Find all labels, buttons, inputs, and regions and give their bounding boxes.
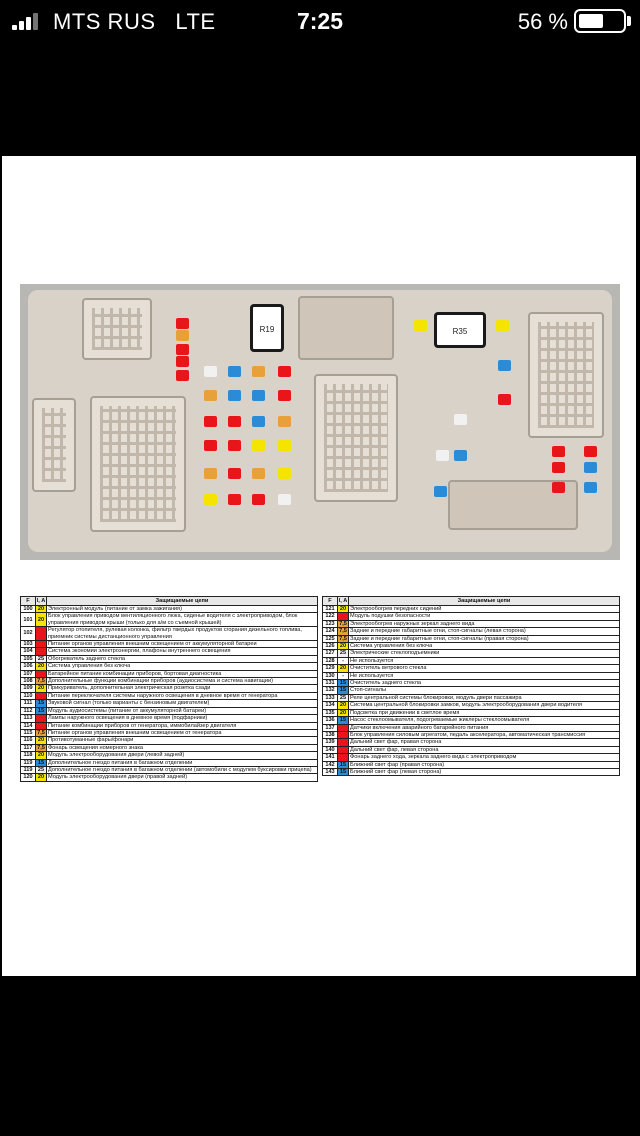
fuse-amperage: -: [338, 657, 349, 664]
fuse-amperage: 7,5: [37, 729, 45, 736]
column-header-number: F: [21, 597, 36, 606]
fuse: [584, 482, 597, 493]
fuse-number: 129: [323, 665, 338, 672]
connector-block: [90, 396, 186, 532]
table-row: [323, 731, 620, 738]
table-row: [323, 650, 620, 657]
fuse: [278, 468, 291, 479]
fuse-number: 136: [323, 717, 338, 724]
table-row: [323, 746, 620, 753]
fuse-number: 101: [21, 613, 36, 627]
fuse-description: Дальний свет фар, левая сторона: [349, 746, 620, 753]
table-row: [21, 729, 318, 736]
table-row: [323, 702, 620, 709]
fuse-description: Питание переключателя системы наружного освещения в дневное время от генератора: [47, 692, 318, 699]
column-header-amperage: I, A: [36, 597, 46, 604]
fuse-amperage: [36, 670, 47, 677]
fuse-description: Прикуриватель, дополнительная электрическая розетка сзади: [47, 685, 318, 692]
fuse-description: Дополнительное гнездо питания в багажном отделении: [47, 759, 318, 766]
fuse-amperage: 20: [338, 665, 349, 672]
fuse-number: 126: [323, 643, 338, 650]
fuse: [228, 390, 241, 401]
connector-block: [528, 312, 604, 438]
table-row: [21, 685, 318, 692]
fuse: [498, 394, 511, 405]
fuse-number: 133: [323, 694, 338, 701]
fuse-number: 139: [323, 739, 338, 746]
fuse: [176, 318, 189, 329]
fuse-description: Дальний свет фар, правая сторона: [349, 739, 620, 746]
fuse-number: 111: [21, 700, 36, 707]
fuse-description: Питание органов управления внешним освещением от аккумуляторной батареи: [47, 641, 318, 648]
fuse-description: Модуль электрооборудования двери (правой задней): [47, 774, 318, 781]
fuse-amperage: 15: [338, 680, 349, 687]
table-row: [323, 665, 620, 672]
fuse-amperage: 20: [36, 685, 47, 692]
fuse-number: 119: [21, 766, 36, 773]
fuse: [552, 446, 565, 457]
fuse-number: 107: [21, 670, 36, 677]
fuse-amperage: [338, 724, 349, 731]
fuse-number: 106: [21, 663, 36, 670]
fuse-amperage: 20: [36, 774, 47, 781]
column-header-number: F: [323, 597, 338, 606]
fuse-number: 109: [21, 685, 36, 692]
fuse-description: Очиститель ветрового стекла: [349, 665, 620, 672]
fuse-description: Задние и передние габаритные огни, стоп-сигналы (левая сторона): [349, 628, 620, 635]
fuse-number: 114: [21, 722, 36, 729]
fuse-description: Система управления без ключа: [47, 663, 318, 670]
fuse: [252, 494, 265, 505]
column-header-amperage: I, A: [338, 597, 348, 604]
fuse-description: Датчики включения аварийного батарейного питания: [349, 724, 620, 731]
table-row: [21, 606, 318, 613]
fuse-description: Ближний свет фар (левая сторона): [349, 768, 620, 775]
table-row: [21, 744, 318, 751]
fuse: [204, 416, 217, 427]
fuse-amperage: 15: [338, 687, 349, 694]
fuse-number: 105: [21, 655, 36, 662]
fuse-number: 132: [323, 687, 338, 694]
column-header-circuits: Защищаемые цепи: [349, 597, 620, 606]
fuse-description: Реле центральной системы блокировки, модуль двери пассажира: [349, 694, 620, 701]
fuse-number: 143: [323, 768, 338, 775]
fuse-description: Звуковой сигнал (только варианты с бензиновым двигателем): [47, 700, 318, 707]
fuse: [204, 366, 217, 377]
fuse-amperage: 20: [36, 613, 47, 627]
fuse-description: Блок управления приводом вентиляционного люка, сиденье водителя с электроприводом, блок управления приводом крыши (только для а/м со съемной крышей): [47, 613, 318, 627]
table-row: [323, 768, 620, 775]
fuse-amperage: [338, 731, 349, 738]
housing-cover: [298, 296, 394, 360]
fuse-description: Питание комбинации приборов от генератора, иммобилайзер двигателя: [47, 722, 318, 729]
table-row: [323, 754, 620, 761]
table-row: [323, 739, 620, 746]
table-row: [21, 700, 318, 707]
fuse-number: 127: [323, 650, 338, 657]
table-row: [21, 766, 318, 773]
fuse: [228, 416, 241, 427]
fuse-description: Модуль подушки безопасности: [349, 613, 620, 620]
table-row: [21, 648, 318, 655]
fuse-amperage: [36, 627, 47, 641]
fuse-amperage: [36, 722, 47, 729]
fuse-amperage: [36, 648, 47, 655]
fuse-number: 137: [323, 724, 338, 731]
fuse-number: 117: [21, 744, 36, 751]
fuse-amperage: [338, 754, 349, 761]
fuse-amperage: [36, 692, 47, 699]
fuse-amperage: 15: [338, 768, 349, 775]
fuse-number: 104: [21, 648, 36, 655]
fuse: [176, 344, 189, 355]
fuse-amperage: 20: [36, 737, 47, 744]
fuse: [552, 462, 565, 473]
fuse-amperage: 25: [36, 655, 47, 662]
fuse-number: 119: [21, 759, 36, 766]
fuse: [204, 468, 217, 479]
clock: 7:25: [296, 8, 344, 34]
fuse-amperage: 15: [36, 700, 47, 707]
fuse: [228, 440, 241, 451]
battery-percentage: 56 %: [517, 9, 568, 34]
table-row: [21, 774, 318, 781]
fuse: [584, 446, 597, 457]
fuse-amperage: -: [338, 672, 349, 679]
fuse-table-right: [322, 596, 620, 776]
table-row: [21, 655, 318, 662]
fuse-number: 135: [323, 709, 338, 716]
fuse-amperage: 7,5: [37, 678, 45, 685]
fuse: [228, 468, 241, 479]
fuse-number: 123: [323, 620, 338, 627]
fuse-description: Регулятор отопителя, рулевая колонка, фильтр твердых продуктов сгорания дизельного топлива, приемник системы дистанционного управления: [47, 627, 318, 641]
fuse-description: Питание органов управления внешним освещением от генератора: [47, 729, 318, 736]
table-row: [21, 737, 318, 744]
fuse-description: Электронный модуль (питание от замка зажигания): [47, 606, 318, 613]
fuse-amperage: 25: [338, 650, 349, 657]
fuse: [496, 320, 509, 331]
fuse-amperage: [338, 613, 349, 620]
table-row: [21, 707, 318, 714]
fuse-number: 120: [21, 774, 36, 781]
fuse: [434, 486, 447, 497]
fuse-description: Стоп-сигналы: [349, 687, 620, 694]
table-row: [323, 724, 620, 731]
table-row: [323, 694, 620, 701]
fuse-diagram-image[interactable]: [2, 156, 636, 976]
fuse-description: Модуль аудиосистемы (питание от аккумуляторной батареи): [47, 707, 318, 714]
fuse: [204, 440, 217, 451]
table-row: [21, 715, 318, 722]
fuse: [252, 366, 265, 377]
fuse-amperage: 7,5: [339, 635, 347, 642]
fuse-description: Подсветка при движении в светлое время: [349, 709, 620, 716]
table-row: [323, 717, 620, 724]
fuse-description: Блок управления силовым агрегатом, педаль акселератора, автоматическая трансмиссия: [349, 731, 620, 738]
fuse-number: 124: [323, 628, 338, 635]
fuse: [176, 370, 189, 381]
fuse-box-housing: [28, 290, 612, 552]
fuse: [552, 482, 565, 493]
battery-fill: [579, 14, 603, 28]
fuse-amperage: 25: [338, 694, 349, 701]
fuse-description: Фонарь заднего хода, зеркала заднего вида с электроприводом: [349, 754, 620, 761]
fuse-description: Задние и передние габаритные огни, стоп-сигналы (правая сторона): [349, 635, 620, 642]
fuse-number: 102: [21, 627, 36, 641]
fuse: [176, 330, 189, 341]
table-row: [323, 606, 620, 613]
fuse-amperage: 15: [36, 707, 47, 714]
fuse-amperage: 20: [36, 663, 47, 670]
fuse-amperage: 20: [36, 752, 47, 759]
fuse-number: 118: [21, 752, 36, 759]
fuse-number: 116: [21, 737, 36, 744]
fuse-box-photo: [20, 284, 620, 560]
table-row: [21, 759, 318, 766]
fuse-description: Система управления без ключа: [349, 643, 620, 650]
fuse-number: 113: [21, 715, 36, 722]
fuse-number: 125: [323, 635, 338, 642]
table-row: [21, 663, 318, 670]
fuse-number: 134: [323, 702, 338, 709]
table-row: [21, 722, 318, 729]
fuse: [252, 416, 265, 427]
table-row: [323, 687, 620, 694]
table-row: [323, 613, 620, 620]
fuse-table-left: [20, 596, 318, 782]
table-row: [323, 709, 620, 716]
fuse: [252, 440, 265, 451]
fuse: [414, 320, 427, 331]
fuse-number: 112: [21, 707, 36, 714]
fuse-description: Батарейное питание комбинации приборов, бортовая диагностика: [47, 670, 318, 677]
fuse-description: Не используется: [349, 657, 620, 664]
table-row: [21, 641, 318, 648]
fuse-description: Обогреватель заднего стекла: [47, 655, 318, 662]
table-row: [323, 672, 620, 679]
table-row: [323, 657, 620, 664]
fuse-description: Противотуманные фары/фонари: [47, 737, 318, 744]
fuse-number: 110: [21, 692, 36, 699]
table-row: [21, 613, 318, 627]
fuse: [278, 440, 291, 451]
fuse-number: 130: [323, 672, 338, 679]
fuse-amperage: 20: [338, 702, 349, 709]
fuse: [278, 366, 291, 377]
connector-block: [82, 298, 152, 360]
fuse-amperage: 7,5: [339, 620, 347, 627]
fuse: [278, 390, 291, 401]
fuse-description: Дополнительное гнездо питания в багажном отделении (автомобили с модулем буксировки прицепа): [47, 766, 318, 773]
fuse: [252, 468, 265, 479]
fuse-description: Система экономии электроэнергии, плафоны внутреннего освещения: [47, 648, 318, 655]
fuse-number: 103: [21, 641, 36, 648]
fuse-description: Фонарь освещения номерного знака: [47, 744, 318, 751]
column-header-circuits: Защищаемые цепи: [47, 597, 318, 606]
fuse-amperage: 7,5: [339, 628, 347, 635]
fuse-number: 141: [323, 754, 338, 761]
relay-r35: R35: [434, 312, 486, 348]
table-row: [21, 670, 318, 677]
fuse-description: Ближний свет фар (правая сторона): [349, 761, 620, 768]
fuse-number: 128: [323, 657, 338, 664]
fuse: [252, 390, 265, 401]
fuse-number: 140: [323, 746, 338, 753]
table-row: [323, 680, 620, 687]
relay-r19: R19: [250, 304, 284, 352]
fuse: [278, 416, 291, 427]
fuse-number: 100: [21, 606, 36, 613]
fuse-number: 122: [323, 613, 338, 620]
fuse-description: Не используется: [349, 672, 620, 679]
table-row: [21, 692, 318, 699]
fuse: [204, 390, 217, 401]
table-row: [323, 643, 620, 650]
fuse-amperage: [338, 739, 349, 746]
fuse-amperage: 7,5: [37, 744, 45, 751]
fuse-description: Электрообогрев передних сидений: [349, 606, 620, 613]
fuse-amperage: 15: [338, 761, 349, 768]
battery-tip: [627, 16, 631, 26]
fuse-number: 138: [323, 731, 338, 738]
fuse-amperage: 15: [338, 717, 349, 724]
fuse-description: Электрообогрев наружных зеркал заднего вида: [349, 620, 620, 627]
fuse-amperage: 20: [338, 606, 349, 613]
fuse-amperage: 15: [36, 759, 47, 766]
fuse-description: Электрические стеклоподъемники: [349, 650, 620, 657]
table-row: [323, 635, 620, 642]
fuse: [436, 450, 449, 461]
table-row: [323, 628, 620, 635]
table-row: [21, 752, 318, 759]
fuse-amperage: 20: [338, 709, 349, 716]
table-row: [21, 678, 318, 685]
fuse-description: Система центральной блокировки замков, модуль электрооборудования двери водителя: [349, 702, 620, 709]
fuse-description: Насос стеклоомывателя, подогреваемые жиклеры стеклоомывателя: [349, 717, 620, 724]
fuse: [204, 494, 217, 505]
fuse-description: Лампы наружного освещения в дневное время (подфарники): [47, 715, 318, 722]
fuse-amperage: 25: [36, 766, 47, 773]
fuse: [584, 462, 597, 473]
fuse-amperage: [36, 641, 47, 648]
status-bar: [0, 0, 640, 42]
fuse-amperage: 20: [36, 606, 47, 613]
fuse-amperage: [338, 746, 349, 753]
fuse: [176, 356, 189, 367]
fuse: [228, 366, 241, 377]
fuse: [454, 450, 467, 461]
connector-block: [314, 374, 398, 502]
fuse: [278, 494, 291, 505]
fuse-number: 121: [323, 606, 338, 613]
fuse-description: Модуль электрооборудования двери (левой задней): [47, 752, 318, 759]
battery-icon: [574, 9, 626, 33]
fuse-description: Очиститель заднего стекла: [349, 680, 620, 687]
table-row: [323, 620, 620, 627]
fuse: [228, 494, 241, 505]
table-row: [323, 761, 620, 768]
fuse-amperage: [36, 715, 47, 722]
fuse-number: 142: [323, 761, 338, 768]
network-type: LTE: [175, 9, 216, 34]
fuse: [454, 414, 467, 425]
fuse-description: Дополнительные функции комбинации приборов (аудиосистема и система навигации): [47, 678, 318, 685]
fuse-number: 131: [323, 680, 338, 687]
connector-block: [32, 398, 76, 492]
fuse-number: 108: [21, 678, 36, 685]
table-row: [21, 627, 318, 641]
carrier-name: MTS RUS: [53, 9, 156, 34]
fuse-amperage: 20: [338, 643, 349, 650]
fuse: [498, 360, 511, 371]
fuse-number: 115: [21, 729, 36, 736]
